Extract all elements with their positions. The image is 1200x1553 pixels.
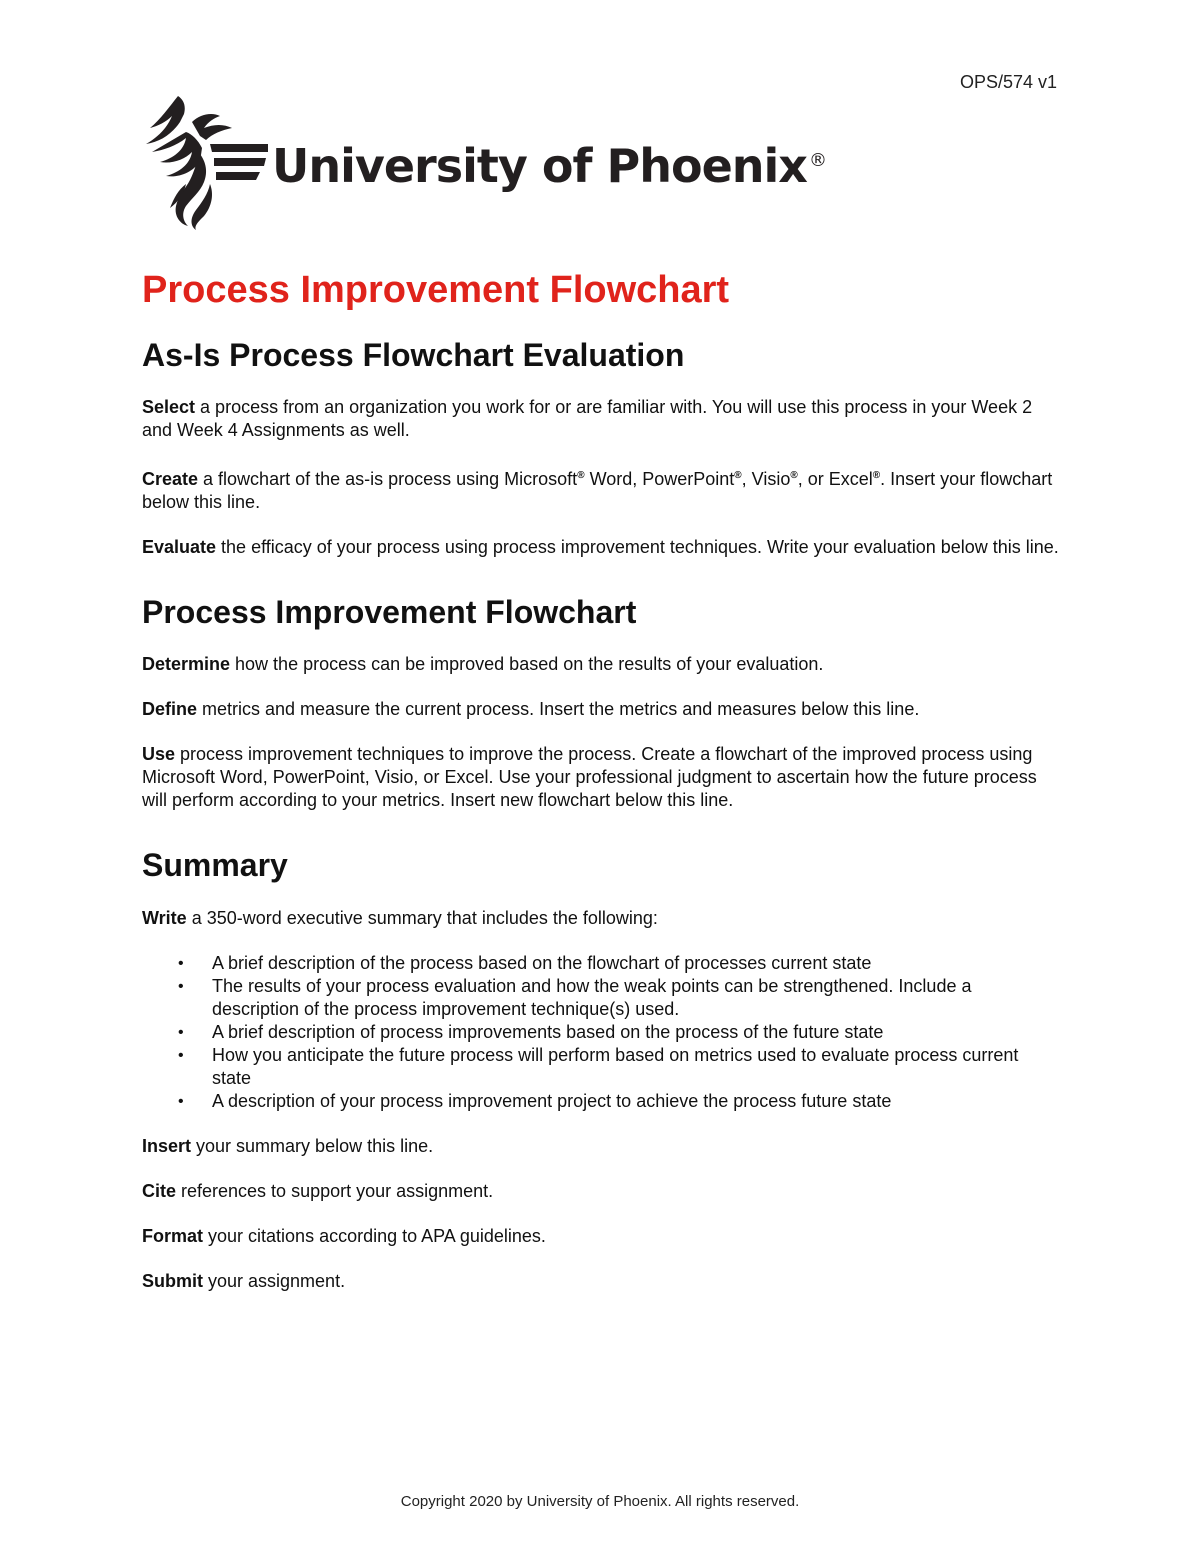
instruction-format: Format your citations according to APA guidelines.	[142, 1225, 546, 1246]
section-heading-improvement: Process Improvement Flowchart	[142, 593, 637, 630]
list-item: • A brief description of the process based on the flowchart of processes current state	[178, 952, 872, 973]
list-item: • A description of your process improvement project to achieve the process future state	[178, 1090, 892, 1111]
section-heading-as-is: As-Is Process Flowchart Evaluation	[142, 336, 685, 373]
logo-wordmark: University of Phoenix ®	[272, 139, 826, 193]
summary-bullet-list	[142, 952, 1062, 1113]
instruction-submit: Submit your assignment.	[142, 1270, 346, 1291]
instruction-use: Use process improvement techniques to improve the process. Create a flowchart of the improved process using Microsoft Word, PowerPoint, Visio, or Excel. Use your professional judgment to ascertain how the future process will perform according to your metrics. Insert new flowchart below this line.	[142, 744, 1037, 811]
document-body	[142, 268, 1062, 1315]
bullet-icon: •	[178, 1023, 184, 1041]
instruction-select: Select a process from an organization you work for or are familiar with. You will use this process in your Week 2 and Week 4 Assignments as well.	[142, 396, 1033, 440]
page-title: Process Improvement Flowchart	[142, 269, 730, 311]
bullet-icon: •	[178, 1046, 184, 1064]
section-heading-summary: Summary	[142, 847, 288, 884]
instruction-determine: Determine how the process can be improved based on the results of your evaluation.	[142, 654, 824, 675]
bullet-icon: •	[178, 954, 184, 972]
list-item: • How you anticipate the future process will perform based on metrics used to evaluate process current state	[178, 1044, 1019, 1088]
instruction-insert: Insert your summary below this line.	[142, 1135, 434, 1156]
bullet-icon: •	[178, 977, 184, 995]
instruction-create: Create a flowchart of the as-is process using Microsoft® Word, PowerPoint®, Visio®, or Excel®. Insert your flowchart below this line.	[142, 468, 1053, 512]
course-code: OPS/574 v1	[959, 72, 1057, 92]
instruction-write: Write a 350-word executive summary that includes the following:	[142, 907, 658, 928]
phoenix-bird-icon	[140, 92, 270, 232]
instruction-cite: Cite references to support your assignment.	[142, 1180, 494, 1201]
bullet-icon: •	[178, 1092, 184, 1110]
list-item: • A brief description of process improvements based on the process of the future state	[178, 1021, 884, 1042]
instruction-evaluate: Evaluate the efficacy of your process using process improvement techniques. Write your evaluation below this line.	[142, 536, 1059, 557]
copyright-footer: Copyright 2020 by University of Phoenix. All rights reserved.	[400, 1493, 800, 1510]
instruction-define: Define metrics and measure the current process. Insert the metrics and measures below this line.	[142, 699, 920, 720]
university-logo	[140, 92, 826, 232]
list-item: • The results of your process evaluation and how the weak points can be strengthened. Include a description of the process improvement technique(s) used.	[178, 975, 972, 1019]
